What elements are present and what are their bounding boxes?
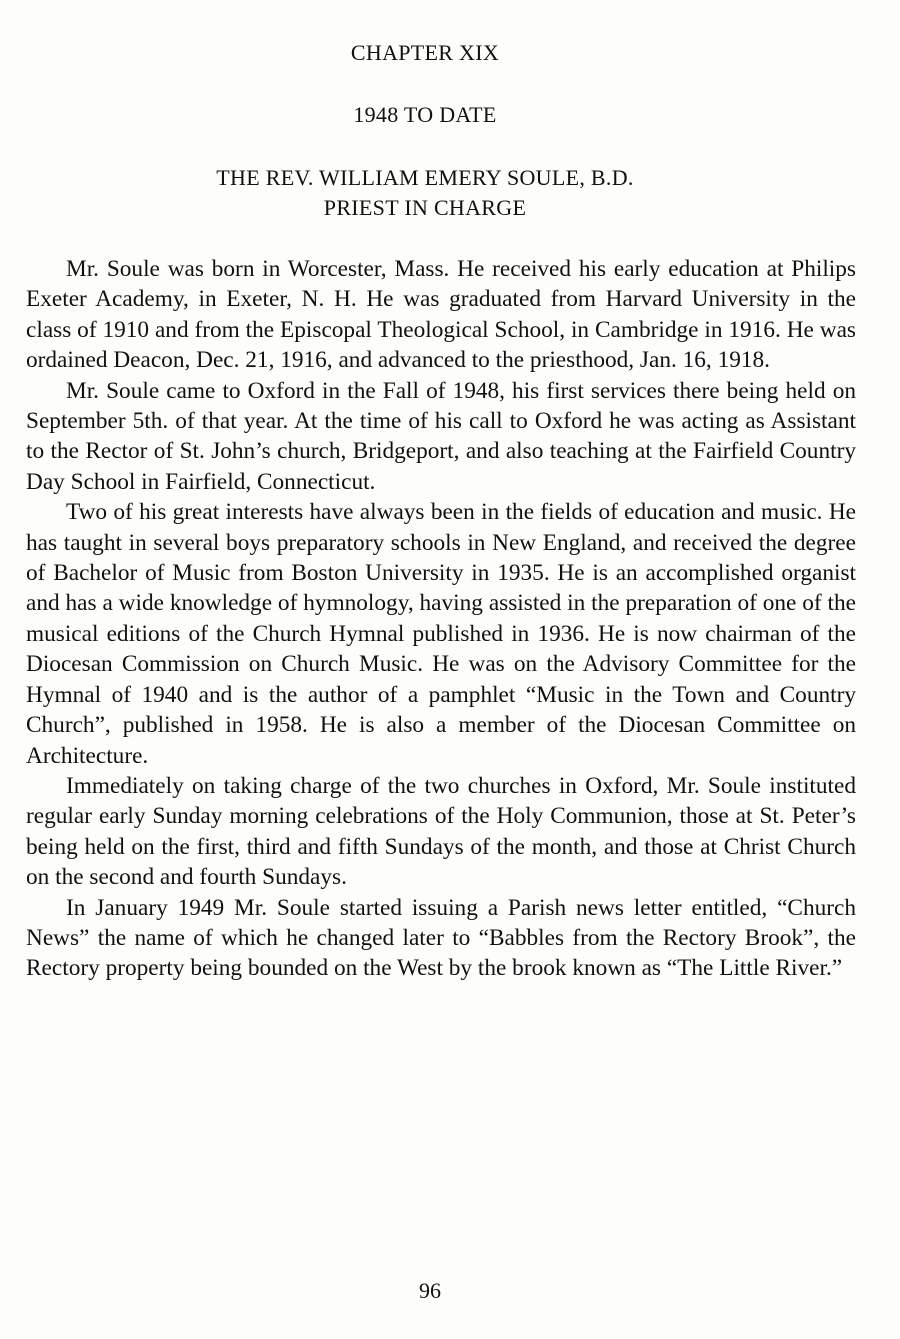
- rector-name: THE REV. WILLIAM EMERY SOULE, B.D.: [216, 165, 634, 190]
- paragraph-interests-music: Two of his great interests have always been in the fields of education and music. He has taught in several boys preparatory schools in New England, and received the degree of Bachelor of Music from Boston University in 1935. He is an accomplished organist and has a wide knowledge of hymnology, having assisted in the preparation of one of the musical editions of the Church Hymnal published in 1936. He is now chairman of the Diocesan Commission on Church Music. He was on the Advisory Committee for the Hymnal of 1940 and is the author of a pamphlet “Music in the Town and Country Church”, published in 1958. He is also a member of the Diocesan Committee on Architecture.: [26, 499, 856, 769]
- paragraph-communion-services: Immediately on taking charge of the two churches in Oxford, Mr. Soule instituted regular early Sunday morning celebrations of the Holy Communion, those at St. Peter’s being held on the first, third and fifth Sundays of the month, and those at Christ Church on the second and fourth Sundays.: [26, 772, 856, 891]
- paragraph-parish-newsletter: In January 1949 Mr. Soule started issuing a Parish news letter entitled, “Church News” the name of which he changed later to “Babbles from the Rectory Brook”, the Rectory property being bounded on the West by the brook known as “The Little River.”: [26, 894, 856, 982]
- chapter-period: 1948 TO DATE: [353, 102, 497, 127]
- page-number: 96: [419, 1278, 441, 1303]
- chapter-number: CHAPTER XIX: [350, 40, 500, 65]
- paragraph-birth-education: Mr. Soule was born in Worcester, Mass. He received his early education at Philips Exeter Academy, in Exeter, N. H. He was graduated from Harvard University in the class of 1910 and from the Episcopal Theological School, in Cambridge in 1916. He was ordained Deacon, Dec. 21, 1916, and advanced to the priesthood, Jan. 16, 1918.: [26, 256, 856, 374]
- paragraph-arrival-oxford: Mr. Soule came to Oxford in the Fall of 1948, his first services there being held on September 5th. of that year. At the time of his call to Oxford he was acting as Assistant to the Rector of St. John’s church, Bridgeport, and also teaching at the Fairfield Country Day School in Fairfield, Connecticut.: [26, 377, 856, 495]
- rector-title: PRIEST IN CHARGE: [323, 195, 527, 220]
- chapter-body: [26, 254, 856, 984]
